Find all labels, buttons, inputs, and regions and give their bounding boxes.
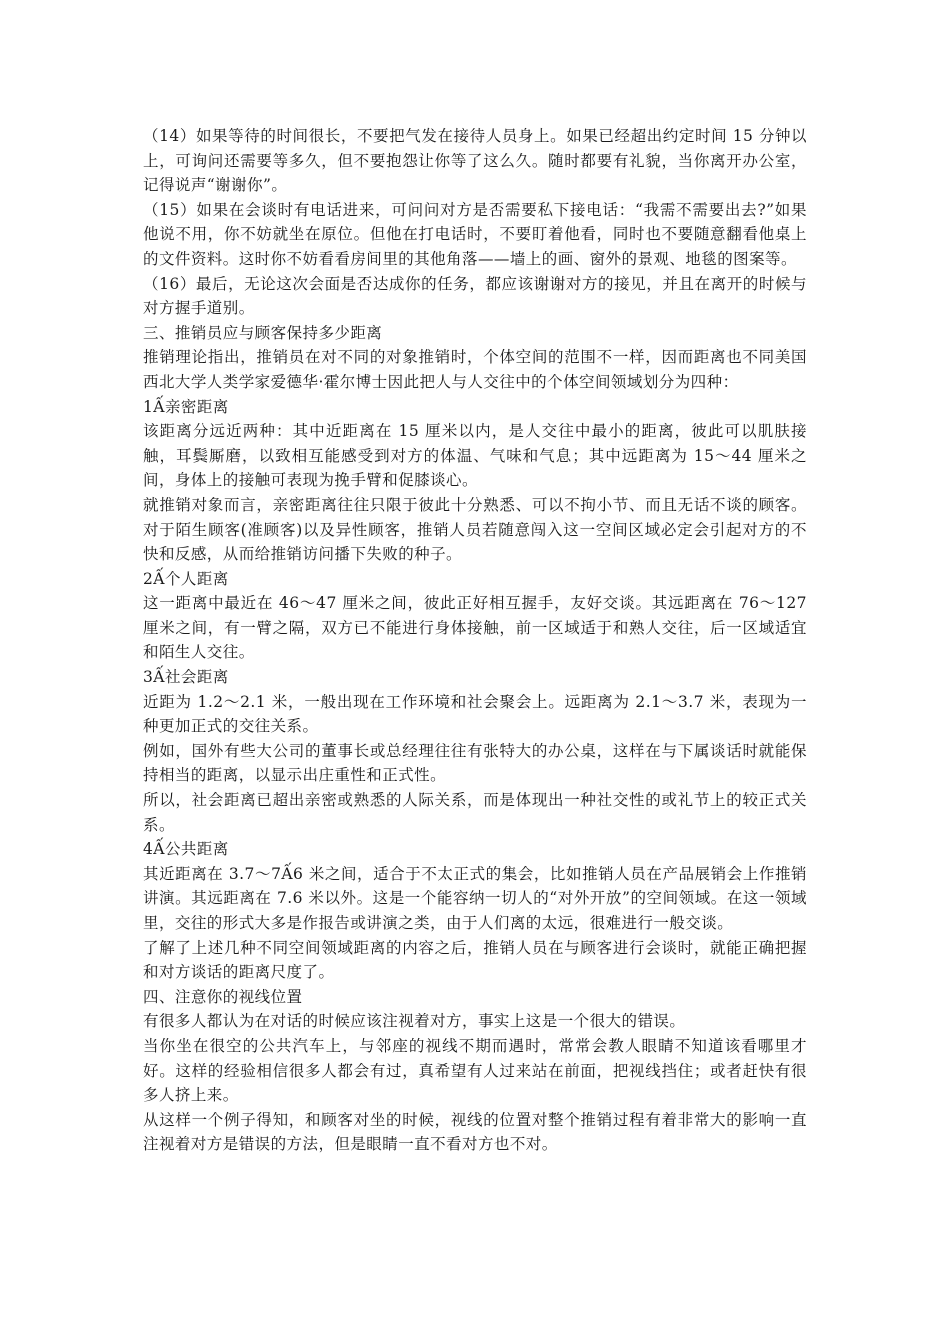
subheading-social-distance: 3Ấ社会距离 — [143, 668, 229, 687]
paragraph-gaze-intro: 有很多人都认为在对话的时候应该注视着对方，事实上这是一个很大的错误。 — [143, 1012, 686, 1031]
paragraph-intimate-detail: 该距离分远近两种：其中近距离在 15 厘米以内，是人交往中最小的距离，彼此可以肌肤接触，耳鬓厮磨，以致相互能感受到对方的体温、气味和气息；其中远距离为 15～44 厘米之间，身体上的接触可表现为挽手臂和促膝谈心。 — [143, 422, 807, 490]
paragraph-theory: 推销理论指出，推销员在对不同的对象推销时，个体空间的范围不一样，因而距离也不同美国西北大学人类学家爱德华·霍尔博士因此把人与人交往中的个体空间领域划分为四种： — [143, 348, 807, 391]
paragraph-gaze-bus-example: 当你坐在很空的公共汽车上，与邻座的视线不期而遇时，常常会教人眼睛不知道该看哪里才好。这样的经验相信很多人都会有过，真希望有人过来站在前面，把视线挡住；或者赶快有很多人挤上来。 — [143, 1036, 807, 1105]
paragraph-gaze-conclusion: 从这样一个例子得知，和顾客对坐的时候，视线的位置对整个推销过程有着非常大的影响一直注视着对方是错误的方法，但是眼睛一直不看对方也不对。 — [143, 1110, 807, 1154]
subheading-public-distance: 4Ấ公共距离 — [143, 840, 229, 859]
paragraph-social-summary: 所以，社会距离已超出亲密或熟悉的人际关系，而是体现出一种社交性的或礼节上的较正式关系。 — [143, 791, 807, 834]
paragraph-item-15: （15）如果在会谈时有电话进来，可问问对方是否需要私下接电话：“我需不需要出去?”如果他说不用，你不妨就坐在原位。但他在打电话时，不要盯着他看，同时也不要随意翻看他桌上的文件资料。这时你不妨看看房间里的其他角落——墙上的画、窗外的景观、地毯的图案等。 — [143, 200, 807, 268]
subheading-intimate-distance: 1Ấ亲密距离 — [143, 397, 229, 416]
paragraph-intimate-sales: 就推销对象而言，亲密距离往往只限于彼此十分熟悉、可以不拘小节、而且无话不谈的顾客。对于陌生顾客(准顾客)以及异性顾客，推销人员若随意闯入这一空间区域必定会引起对方的不快和反感，从而给推销访问播下失败的种子。 — [143, 495, 807, 564]
paragraph-social-detail: 近距为 1.2～2.1 米，一般出现在工作环境和社会聚会上。远距离为 2.1～3.7 米，表现为一种更加正式的交往关系。 — [143, 692, 807, 736]
paragraph-social-example: 例如，国外有些大公司的董事长或总经理往往有张特大的办公桌，这样在与下属谈话时就能保持相当的距离，以显示出庄重性和正式性。 — [143, 741, 807, 785]
paragraph-personal-detail: 这一距离中最近在 46～47 厘米之间，彼此正好相互握手，友好交谈。其远距离在 76～127 厘米之间，有一臂之隔，双方已不能进行身体接触，前一区域适于和熟人交往，后一区域适宜和陌生人交往。 — [143, 594, 807, 662]
paragraph-item-14: （14）如果等待的时间很长，不要把气发在接待人员身上。如果已经超出约定时间 15 分钟以上，可询问还需要等多久，但不要抱怨让你等了这么久。随时都要有礼貌，当你离开办公室，记得说声“谢谢你”。 — [143, 127, 807, 195]
paragraph-distance-conclusion: 了解了上述几种不同空间领域距离的内容之后，推销人员在与顾客进行会谈时，就能正确把握和对方谈话的距离尺度了。 — [143, 938, 807, 982]
paragraph-item-16: （16）最后，无论这次会面是否达成你的任务，都应该谢谢对方的接见，并且在离开的时候与对方握手道别。 — [143, 274, 807, 318]
document-body — [143, 124, 807, 1157]
paragraph-public-detail: 其近距离在 3.7～7Ấ6 米之间，适合于不太正式的集会，比如推销人员在产品展销会上作推销讲演。其远距离在 7.6 米以外。这是一个能容纳一切人的“对外开放”的空间领域。在这一领域里，交往的形式大多是作报告或讲演之类，由于人们离的太远，很难进行一般交谈。 — [143, 864, 807, 932]
section-heading-distance: 三、推销员应与顾客保持多少距离 — [143, 323, 383, 342]
section-heading-gaze: 四、注意你的视线位置 — [143, 987, 303, 1006]
subheading-personal-distance: 2Ấ个人距离 — [143, 569, 229, 588]
